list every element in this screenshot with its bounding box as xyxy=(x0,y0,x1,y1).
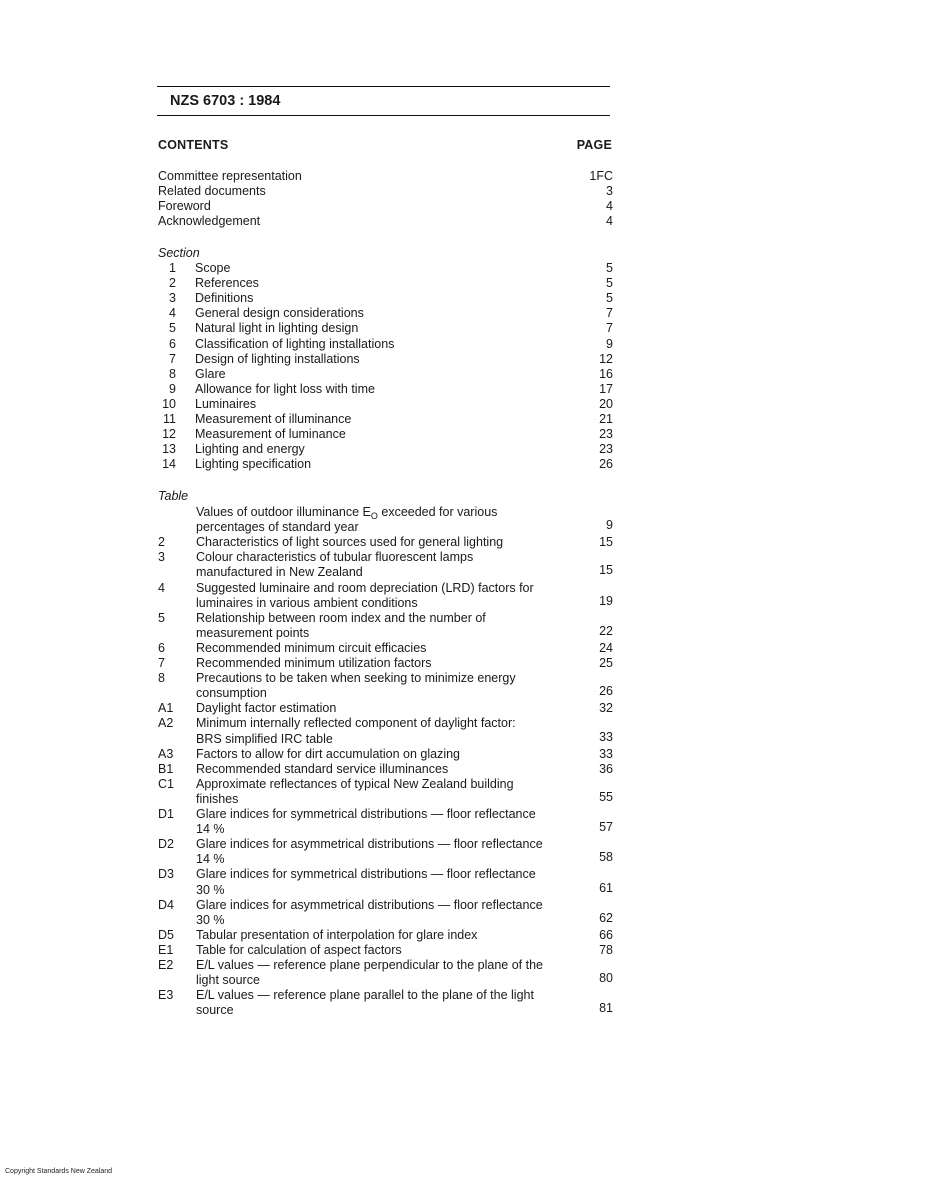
table-page: 9 xyxy=(606,518,613,533)
table-title-line: Colour characteristics of tubular fluorescent lamps xyxy=(196,550,474,565)
table-number: D1 xyxy=(158,807,174,821)
section-number: 11 xyxy=(163,412,176,426)
section-title: Lighting and energy xyxy=(195,442,305,457)
table-number: E1 xyxy=(158,942,174,957)
section-title: Glare xyxy=(195,366,226,381)
section-number: 14 xyxy=(162,457,176,472)
section-page: 7 xyxy=(606,306,613,321)
section-title: Luminaires xyxy=(195,396,257,411)
table-title-line: 14 % xyxy=(196,852,225,867)
table-label: Table xyxy=(158,489,189,503)
table-title-line: Table for calculation of aspect factors xyxy=(196,942,402,957)
section-number: 1 xyxy=(169,261,176,275)
table-title-line: finishes xyxy=(196,791,239,806)
section-title: References xyxy=(195,276,259,291)
section-title: Measurement of illuminance xyxy=(195,412,352,426)
table-title-line: Glare indices for symmetrical distributions — floor reflectance xyxy=(196,867,536,882)
table-title-line: Tabular presentation of interpolation for glare index xyxy=(196,927,478,942)
table-title-line: luminaires in various ambient conditions xyxy=(196,595,418,610)
front-matter-title: Committee representation xyxy=(158,169,302,183)
section-number: 3 xyxy=(169,291,176,306)
section-page: 23 xyxy=(599,427,613,442)
table-title-line: Glare indices for asymmetrical distributions — floor reflectance xyxy=(196,897,543,912)
section-number: 7 xyxy=(169,351,176,366)
table-title-line: Daylight factor estimation xyxy=(196,701,337,716)
table-title-line: manufactured in New Zealand xyxy=(196,565,363,580)
table-title-line: percentages of standard year xyxy=(196,520,359,535)
table-title-line: 14 % xyxy=(196,822,225,837)
section-page: 5 xyxy=(606,276,613,291)
table-title-line: Recommended minimum circuit efficacies xyxy=(196,640,427,655)
front-matter-title: Related documents xyxy=(158,184,266,199)
section-page: 17 xyxy=(599,381,613,396)
section-number: 10 xyxy=(162,396,176,411)
table-page: 62 xyxy=(599,910,613,925)
top-rule xyxy=(157,86,610,87)
section-title: Scope xyxy=(195,261,231,275)
table-number: A2 xyxy=(158,716,174,731)
table-page: 66 xyxy=(599,927,613,942)
section-title: Design of lighting installations xyxy=(195,351,360,366)
table-page: 26 xyxy=(599,684,613,699)
table-title-line: Precautions to be taken when seeking to minimize energy xyxy=(196,671,516,686)
table-page: 61 xyxy=(599,880,613,895)
subscript: O xyxy=(370,511,378,521)
table-title-line: measurement points xyxy=(196,625,310,640)
table-number: 8 xyxy=(158,671,165,686)
table-number: C1 xyxy=(158,776,174,791)
table-title-line: Minimum internally reflected component of daylight factor: xyxy=(196,716,516,731)
section-number: 8 xyxy=(169,366,176,381)
section-title: Lighting specification xyxy=(195,457,312,472)
table-page: 58 xyxy=(599,850,613,865)
table-title-line: Glare indices for asymmetrical distributions — floor reflectance xyxy=(196,837,543,852)
section-page: 5 xyxy=(606,261,613,275)
section-number: 4 xyxy=(169,306,176,321)
table-number: D2 xyxy=(158,837,174,852)
table-title-line: Relationship between room index and the number of xyxy=(196,610,486,625)
table-page: 22 xyxy=(599,623,613,638)
table-number: 4 xyxy=(158,580,165,595)
section-number: 13 xyxy=(162,442,176,457)
table-title-line: Glare indices for symmetrical distributions — floor reflectance xyxy=(196,807,536,821)
page-heading: PAGE xyxy=(576,138,612,152)
table-title-line: Values of outdoor illuminance $E_O$ exceeded for various xyxy=(196,505,498,521)
copyright-footer: Copyright Standards New Zealand xyxy=(5,1168,113,1175)
table-number: 2 xyxy=(158,535,165,550)
section-number: 12 xyxy=(162,427,176,442)
table-title-line: Recommended standard service illuminances xyxy=(196,761,449,776)
table-number: E2 xyxy=(158,958,174,972)
section-title: Allowance for light loss with time xyxy=(195,381,375,396)
table-page: 57 xyxy=(599,820,613,835)
table-title-line: Characteristics of light sources used for general lighting xyxy=(196,535,504,550)
front-matter-page: 3 xyxy=(606,184,613,199)
table-number: D3 xyxy=(158,867,174,882)
section-page: 9 xyxy=(606,336,613,351)
section-number: 2 xyxy=(169,276,176,291)
table-page: 55 xyxy=(599,789,613,804)
table-page: 33 xyxy=(599,729,613,744)
table-title-line: light source xyxy=(196,973,260,988)
table-page: 78 xyxy=(599,942,613,957)
section-title: Measurement of luminance xyxy=(195,427,346,442)
section-page: 20 xyxy=(599,396,613,411)
section-title: General design considerations xyxy=(195,306,364,321)
table-title-line: 30 % xyxy=(196,882,225,897)
front-matter-title: Acknowledgement xyxy=(158,214,261,229)
table-title-line: 30 % xyxy=(196,912,225,927)
table-title-line: consumption xyxy=(196,686,267,701)
section-page: 21 xyxy=(599,412,613,426)
section-page: 16 xyxy=(599,366,613,381)
table-number: 6 xyxy=(158,640,165,655)
table-title-line: BRS simplified IRC table xyxy=(196,731,333,746)
table-page: 32 xyxy=(599,701,613,716)
table-title-line: Recommended minimum utilization factors xyxy=(196,656,432,670)
table-number: E3 xyxy=(158,988,174,1003)
section-page: 7 xyxy=(606,321,613,336)
table-page: 33 xyxy=(599,746,613,761)
table-title-line: E/L values — reference plane perpendicular to the plane of the xyxy=(196,958,543,972)
table-title-line: source xyxy=(196,1003,234,1018)
table-number: A1 xyxy=(158,701,174,716)
table-number: 3 xyxy=(158,550,165,565)
table-page: 15 xyxy=(599,563,613,578)
standard-title: NZS 6703 : 1984 xyxy=(170,93,281,109)
table-number: D4 xyxy=(158,897,174,912)
table-page: 80 xyxy=(599,971,613,986)
section-number: 9 xyxy=(169,381,176,396)
table-title-line: Approximate reflectances of typical New Zealand building xyxy=(196,776,514,791)
section-title: Classification of lighting installations xyxy=(195,336,395,351)
front-matter-title: Foreword xyxy=(158,199,211,214)
table-title-line: Factors to allow for dirt accumulation on glazing xyxy=(196,746,461,761)
title-underline xyxy=(157,115,610,116)
section-page: 12 xyxy=(599,351,613,366)
table-number: A3 xyxy=(158,746,174,761)
table-number: D5 xyxy=(158,927,174,942)
table-page: 19 xyxy=(599,593,613,608)
table-number: 7 xyxy=(158,656,165,670)
section-number: 5 xyxy=(169,321,176,336)
table-page: 81 xyxy=(599,1001,613,1016)
table-page: 36 xyxy=(599,761,613,776)
front-matter-page: 4 xyxy=(606,199,613,214)
section-title: Natural light in lighting design xyxy=(195,321,359,336)
table-page: 25 xyxy=(599,656,613,670)
table-title-line: E/L values — reference plane parallel to the plane of the light xyxy=(196,988,534,1003)
table-number: B1 xyxy=(158,761,174,776)
table-page: 24 xyxy=(599,640,613,655)
front-matter-page: 1FC xyxy=(589,169,613,183)
front-matter-page: 4 xyxy=(606,214,613,229)
section-page: 26 xyxy=(599,457,613,472)
section-page: 23 xyxy=(599,442,613,457)
table-number: 5 xyxy=(158,610,165,625)
contents-heading: CONTENTS xyxy=(158,138,229,152)
table-title-line: Suggested luminaire and room depreciation (LRD) factors for xyxy=(196,580,534,595)
section-label: Section xyxy=(158,246,200,260)
table-page: 15 xyxy=(599,535,613,550)
section-number: 6 xyxy=(169,336,176,351)
section-title: Definitions xyxy=(195,291,254,306)
section-page: 5 xyxy=(606,291,613,306)
